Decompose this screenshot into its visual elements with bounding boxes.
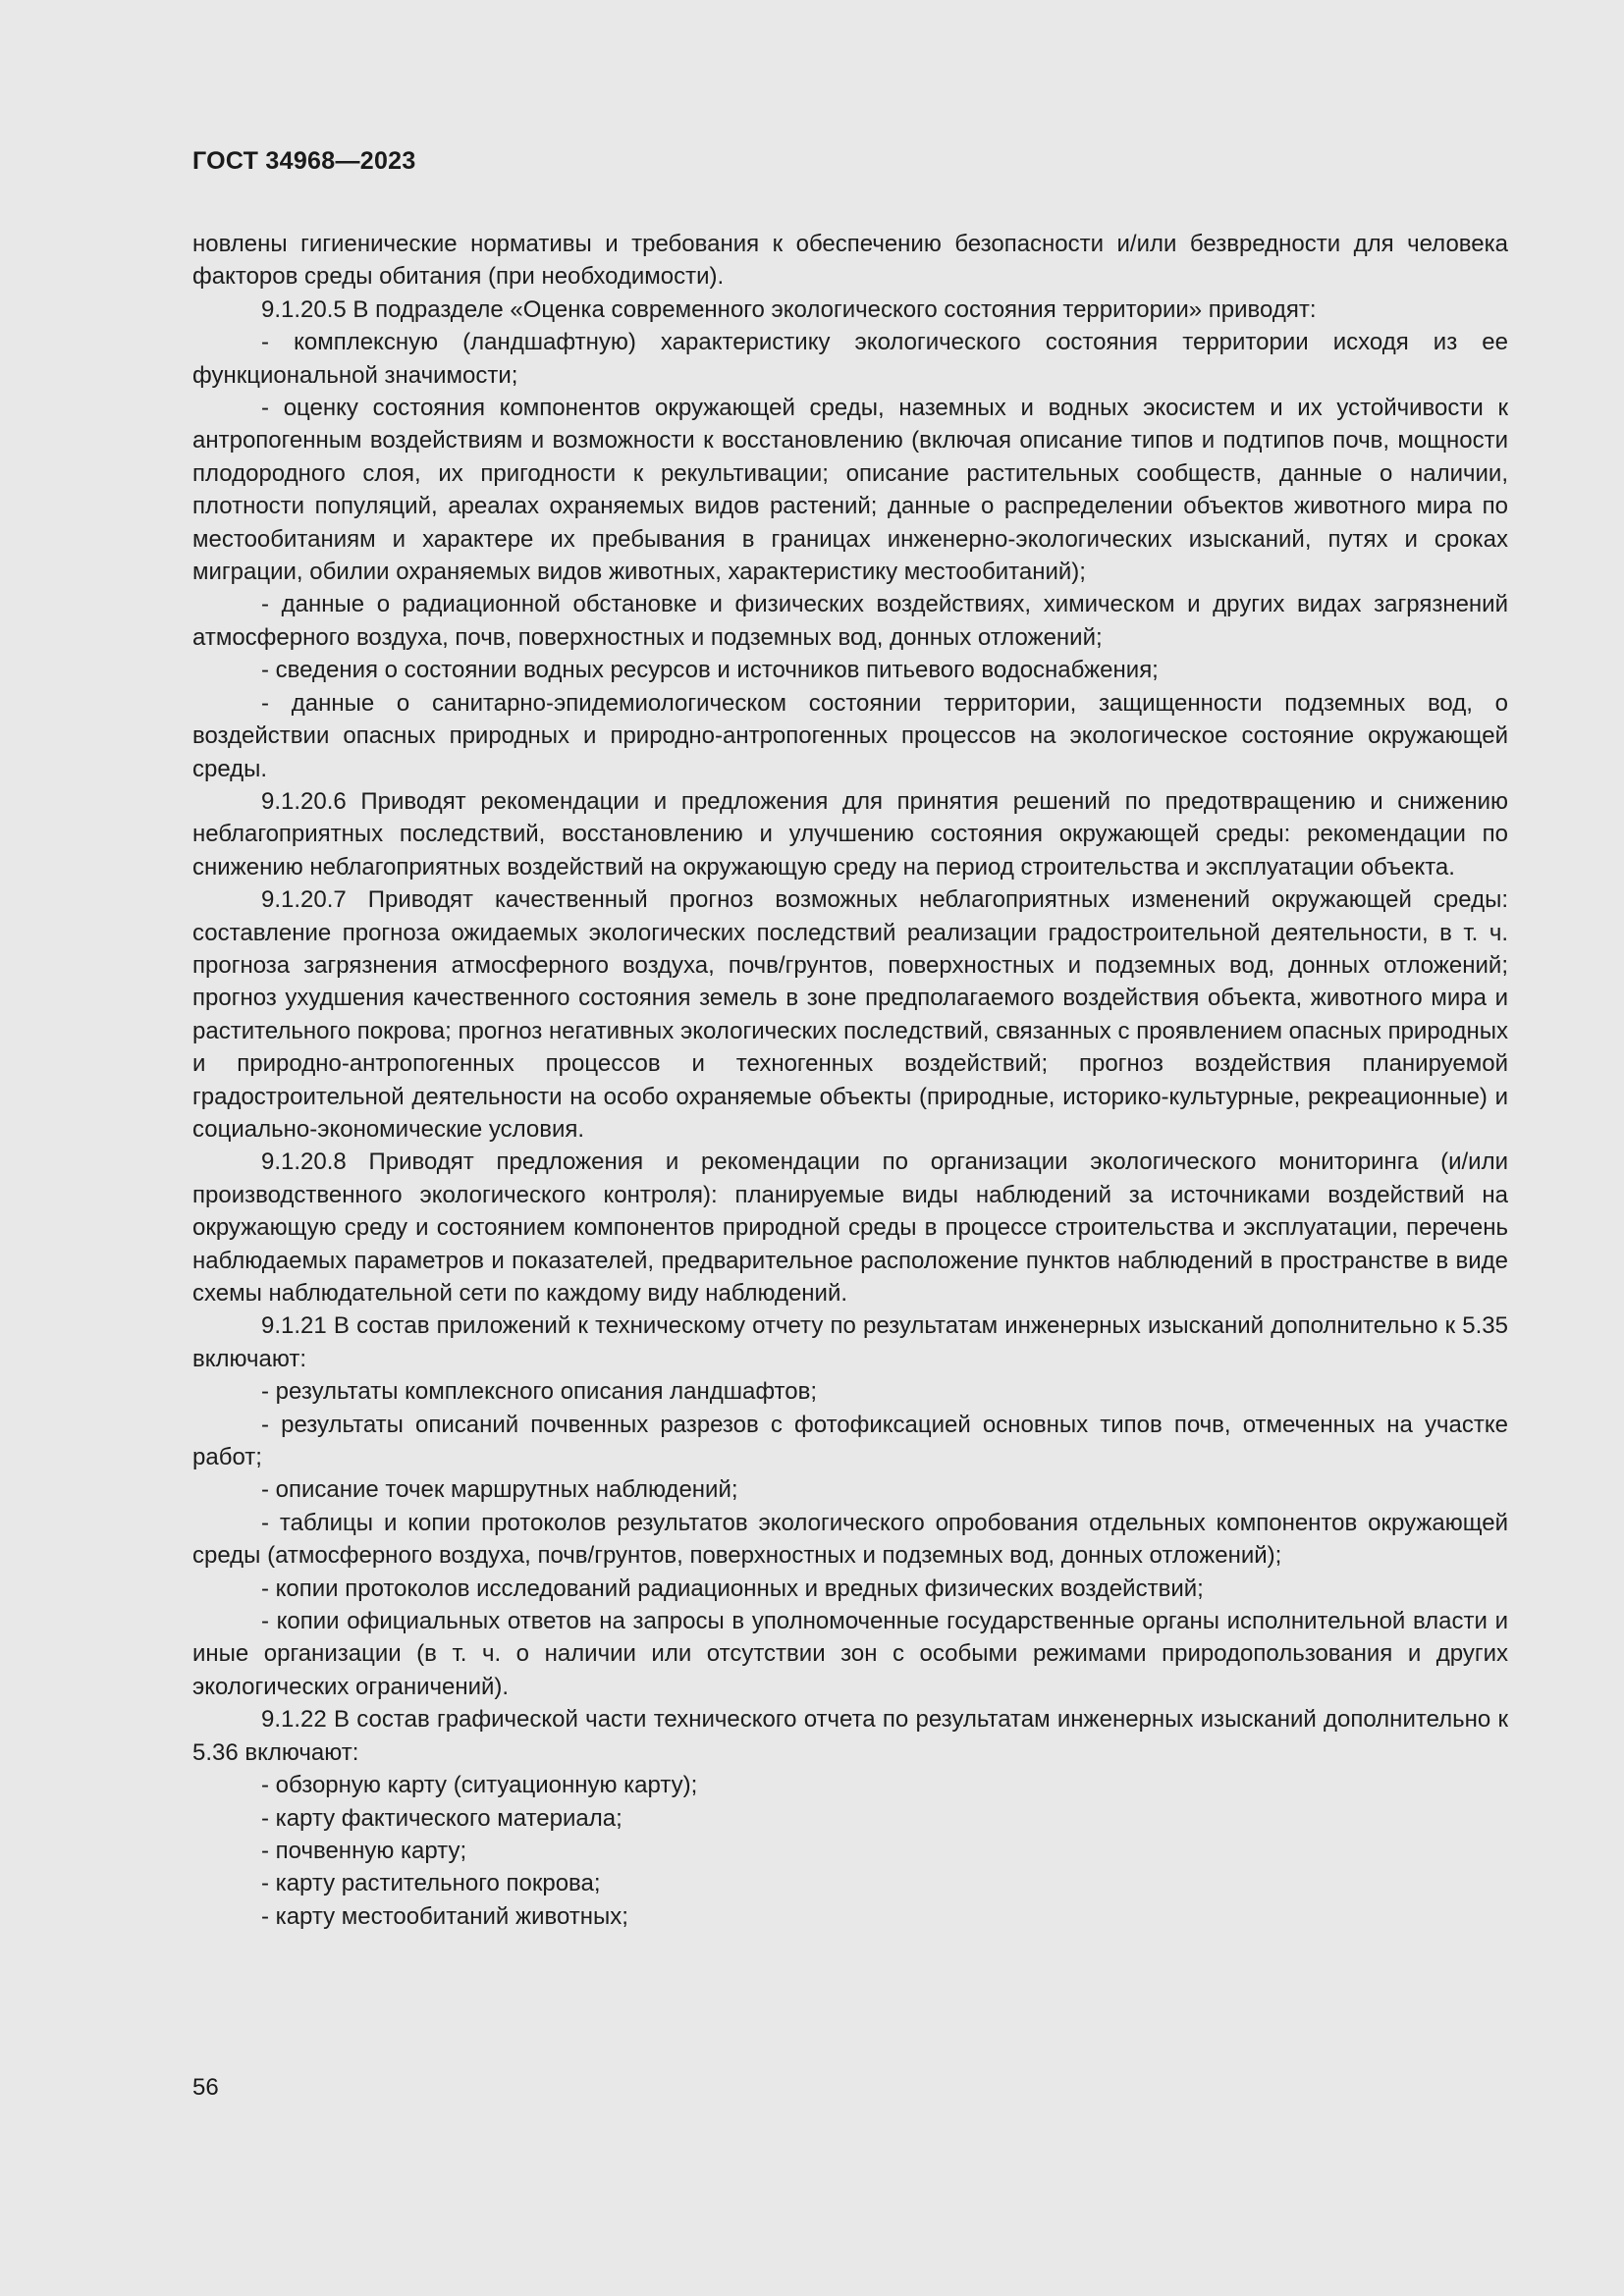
list-item: - карту фактического материала; (261, 1804, 623, 1832)
page-number: 56 (192, 2074, 219, 2101)
list-item: - результаты комплексного описания ландшафтов; (261, 1378, 818, 1406)
list-item: - результаты описаний почвенных разрезов с фотофиксацией основных типов почв, отмеченных на участке работ; (192, 1411, 1508, 1471)
list-item: - сведения о состоянии водных ресурсов и источников питьевого водоснабжения; (261, 657, 1159, 684)
list-item: - данные о радиационной обстановке и физических воздействиях, химическом и других видах загрязнений атмосферного воздуха, почв, поверхностных и подземных вод, донных отложений; (192, 591, 1508, 651)
list-item: - карту местообитаний животных; (261, 1902, 628, 1930)
paragraph: 9.1.20.6 Приводят рекомендации и предложения для принятия решений по предотвращению и снижению неблагоприятных последствий, восстановлению и улучшению состояния окружающей среды: рекомендации по снижению неблагоприятных воздействий на окружающую среду на период строительства и эксплуатации объекта. (192, 787, 1508, 881)
list-item: - обзорную карту (ситуационную карту); (261, 1772, 698, 1799)
list-item: - оценку состояния компонентов окружающей среды, наземных и водных экосистем и их устойчивости к антропогенным воздействиям и возможности к восстановлению (включая описание типов и подтипов почв, мощности плодородного слоя, их пригодности к рекультивации; описание растительных сообществ, данные о наличии, плотности популяций, ареалах охраняемых видов растений; данные о распределении объектов животного мира по местообитаниям и характере их пребывания в границах инженерно-экологических изысканий, путях и сроках миграции, обилии охраняемых видов животных, характеристику местообитаний); (192, 395, 1508, 586)
document-header: ГОСТ 34968—2023 (192, 147, 416, 175)
paragraph: 9.1.21 В состав приложений к техническому отчету по результатам инженерных изысканий дополнительно к 5.35 включают: (192, 1312, 1508, 1372)
list-item: - описание точек маршрутных наблюдений; (261, 1476, 738, 1504)
list-item: - карту растительного покрова; (261, 1870, 601, 1897)
paragraph: новлены гигиенические нормативы и требования к обеспечению безопасности и/или безвредности для человека факторов среды обитания (при необходимости). (192, 231, 1508, 291)
list-item: - комплексную (ландшафтную) характеристику экологического состояния территории исходя из ее функциональной значимости; (192, 329, 1508, 389)
list-item: - копии протоколов исследований радиационных и вредных физических воздействий; (261, 1575, 1204, 1602)
paragraph: 9.1.20.7 Приводят качественный прогноз возможных неблагоприятных изменений окружающей среды: составление прогноза ожидаемых экологических последствий реализации градостроительной деятельности, в т. ч. прогноза загрязнения атмосферного воздуха, почв/грунтов, поверхностных и подземных вод, донных отложений; прогноз ухудшения качественного состояния земель в зоне предполагаемого воздействия объекта, животного мира и растительного покрова; прогноз негативных экологических последствий, связанных с проявлением опасных природных и природно-антропогенных процессов и техногенных воздействий; прогноз воздействия планируемой градостроительной деятельности на особо охраняемые объекты (природные, историко-культурные, рекреационные) и социально-экономические условия. (192, 886, 1508, 1143)
list-item: - данные о санитарно-эпидемиологическом состоянии территории, защищенности подземных вод, о воздействии опасных природных и природно-антропогенных процессов на экологическое состояние окружающей среды. (192, 689, 1508, 782)
paragraph: 9.1.20.8 Приводят предложения и рекомендации по организации экологического мониторинга (и/или производственного экологического контроля): планируемые виды наблюдений за источниками воздействий на окружающую среду и состоянием компонентов природной среды в процессе строительства и эксплуатации, перечень наблюдаемых параметров и показателей, предварительное расположение пунктов наблюдений в пространстве в виде схемы наблюдательной сети по каждому виду наблюдений. (192, 1148, 1508, 1307)
paragraph: 9.1.22 В состав графической части технического отчета по результатам инженерных изысканий дополнительно к 5.36 включают: (192, 1706, 1508, 1766)
document-body (192, 228, 1508, 1933)
paragraph: 9.1.20.5 В подразделе «Оценка современного экологического состояния территории» приводят: (261, 295, 1317, 323)
list-item: - таблицы и копии протоколов результатов экологического опробования отдельных компонентов окружающей среды (атмосферного воздуха, почв/грунтов, поверхностных и подземных вод, донных отложений); (192, 1509, 1508, 1570)
list-item: - почвенную карту; (261, 1837, 467, 1864)
list-item: - копии официальных ответов на запросы в уполномоченные государственные органы исполнительной власти и иные организации (в т. ч. о наличии или отсутствии зон с особыми режимами природопользования и других экологических ограничений). (192, 1608, 1508, 1700)
